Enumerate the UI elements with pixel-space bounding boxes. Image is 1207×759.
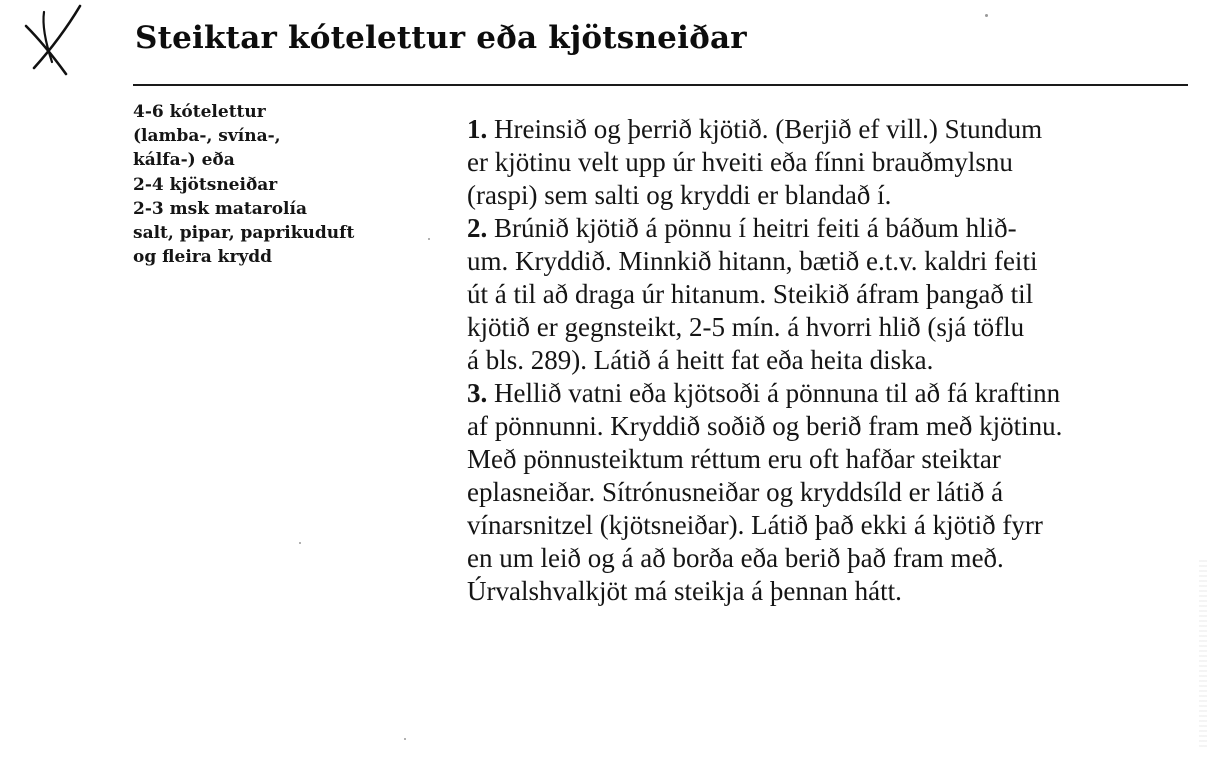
step-line: út á til að draga úr hitanum. Steikið áfram þangað til (467, 279, 1034, 309)
instruction-steps (467, 113, 1197, 608)
step-line: af pönnunni. Kryddið soðið og berið fram með kjötinu. (467, 411, 1063, 441)
ingredient-list (133, 100, 433, 269)
step-text: Brúnið kjötið á pönnu í heitri feiti á báðum hlið- (494, 213, 1017, 243)
step-text: Hreinsið og þerrið kjötið. (Berjið ef vill.) Stundum (494, 114, 1043, 144)
ingredient-line: 2-3 msk matarolía (133, 198, 307, 219)
ingredient-line: (lamba-, svína-, (133, 126, 281, 147)
step-line (467, 113, 1197, 146)
step-line: kjötið er gegnsteikt, 2-5 mín. á hvorri hlið (sjá töflu (467, 312, 1025, 342)
step-2 (467, 212, 1197, 377)
handwritten-x-mark (22, 4, 84, 76)
step-line: er kjötinu velt upp úr hveiti eða fínni brauðmylsnu (467, 147, 1013, 177)
step-line: Úrvalshvalkjöt má steikja á þennan hátt. (467, 576, 902, 606)
step-number: 3. (467, 378, 488, 408)
step-3 (467, 377, 1197, 608)
step-line: Með pönnusteiktum réttum eru oft hafðar steiktar (467, 444, 1001, 474)
step-1 (467, 113, 1197, 212)
ingredient-line: salt, pipar, paprikuduft (133, 223, 355, 244)
step-line: eplasneiðar. Sítrónusneiðar og kryddsíld er látið á (467, 477, 1004, 507)
scan-speck (985, 14, 988, 17)
recipe-title: Steiktar kótelettur eða kjötsneiðar (135, 20, 747, 56)
scan-speck (299, 542, 301, 544)
step-line: en um leið og á að borða eða berið það fram með. (467, 543, 1004, 573)
ingredient-line: og fleira krydd (133, 247, 273, 268)
step-line: (raspi) sem salti og kryddi er blandað í. (467, 180, 892, 210)
step-text: Hellið vatni eða kjötsoði á pönnuna til að fá kraftinn (494, 378, 1061, 408)
title-underline (133, 84, 1188, 86)
scan-edge-noise (1199, 560, 1207, 750)
step-line: vínarsnitzel (kjötsneiðar). Látið það ekki á kjötið fyrr (467, 510, 1043, 540)
ingredient-line: 4-6 kótelettur (133, 102, 266, 122)
step-line (467, 377, 1197, 410)
ingredient-line: kálfa-) eða (133, 150, 235, 171)
step-line (467, 212, 1197, 245)
ingredient-line: 2-4 kjötsneiðar (133, 174, 278, 195)
scan-speck (404, 738, 406, 740)
step-number: 1. (467, 114, 488, 144)
scan-speck (428, 238, 430, 240)
step-number: 2. (467, 213, 488, 243)
step-line: um. Kryddið. Minnkið hitann, bætið e.t.v. kaldri feiti (467, 246, 1038, 276)
step-line: á bls. 289). Látið á heitt fat eða heita diska. (467, 345, 934, 375)
